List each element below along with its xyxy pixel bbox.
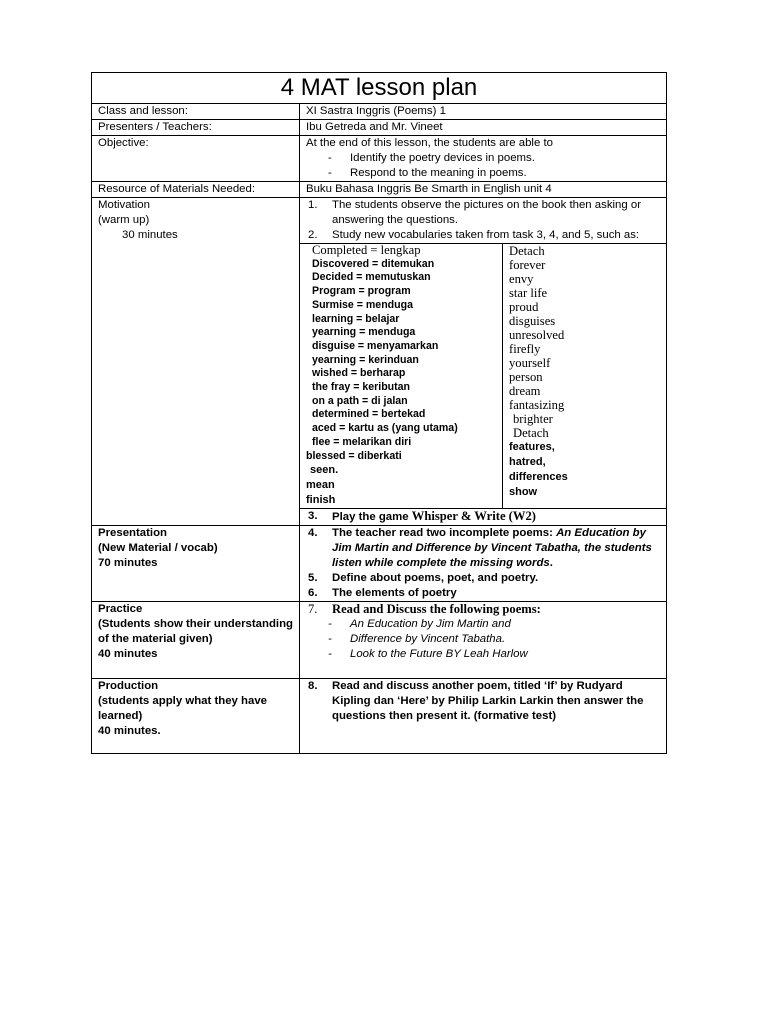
step-8: 8. Read and discuss another poem, titled ‘If’ by Rudyard Kipling dan ‘Here’ by Philip Larkin Larkin then answer the questions then present it. (formative test)	[308, 680, 644, 723]
row-practice	[92, 602, 666, 679]
poem-item: - Look to the Future BY Leah Harlow	[328, 648, 528, 661]
value-production	[300, 679, 666, 753]
value-resources: Buku Bahasa Inggris Be Smarth in English unit 4	[306, 183, 552, 195]
row-class-lesson	[92, 104, 666, 120]
row-presenters	[92, 120, 666, 136]
objective-intro: At the end of this lesson, the students are able to	[306, 137, 553, 149]
step-2: 2. Study new vocabularies taken from task 3, 4, and 5, such as:	[308, 229, 640, 241]
row-objective	[92, 136, 666, 182]
step-1: 1. The students observe the pictures on the book then asking or answering the questions.	[308, 199, 642, 226]
step-3: 3. Play the game Whisper & Write (W2)	[308, 509, 536, 524]
label-motivation: Motivation (warm up) 30 minutes	[92, 198, 300, 525]
value-objective	[300, 136, 666, 181]
value-practice	[300, 602, 666, 678]
label-production: Production (students apply what they have learned) 40 minutes.	[92, 679, 300, 753]
page-title: 4 MAT lesson plan	[92, 73, 666, 104]
step-7: 7. Read and Discuss the following poems:	[308, 602, 541, 617]
label-practice: Practice (Students show their understanding of the material given) 40 minutes	[92, 602, 300, 678]
row-motivation	[92, 198, 666, 526]
lesson-plan-table	[91, 72, 667, 754]
vocabulary-table	[300, 243, 666, 509]
row-production	[92, 679, 666, 753]
label-objective: Objective:	[92, 136, 300, 181]
value-presentation	[300, 526, 666, 601]
value-motivation	[300, 198, 666, 525]
poem-item: - An Education by Jim Martin and	[328, 618, 511, 631]
objective-item: - Identify the poetry devices in poems.	[328, 152, 535, 164]
label-presentation: Presentation (New Material / vocab) 70 minutes	[92, 526, 300, 601]
objective-item: - Respond to the meaning in poems.	[328, 167, 527, 179]
poem-item: - Difference by Vincent Tabatha.	[328, 633, 506, 646]
row-presentation	[92, 526, 666, 602]
value-class-lesson: XI Sastra Inggris (Poems) 1	[306, 105, 446, 117]
step-6: 6. The elements of poetry	[308, 587, 457, 600]
value-presenters: Ibu Getreda and Mr. Vineet	[306, 121, 443, 133]
label-class-lesson: Class and lesson:	[92, 104, 300, 119]
vocab-right-column: Detach forever envy star life proud disguises unresolved firefly yourself person dream fantasizing brighter Detach features, hatred, differences show	[509, 244, 568, 498]
label-presenters: Presenters / Teachers:	[92, 120, 300, 135]
label-resources: Resource of Materials Needed:	[92, 182, 300, 197]
row-resources	[92, 182, 666, 198]
vocab-left-column: Completed = lengkap Discovered = ditemukan Decided = memutuskan Program = program Surmise = menduga learning = belajar yearning = menduga disguise = menyamarkan yearning = kerinduan wished = berharap the fray = keributan on a path = di jalan determined = bertekad aced = kartu as (yang utama) flee = melarikan diri blessed = diberkati seen. mean finish	[300, 244, 503, 508]
step-5: 5. Define about poems, poet, and poetry.	[308, 572, 539, 585]
step-4: 4. The teacher read two incomplete poems: An Education by Jim Martin and Difference by Vincent Tabatha, the students listen while complete the missing words.	[308, 527, 652, 570]
